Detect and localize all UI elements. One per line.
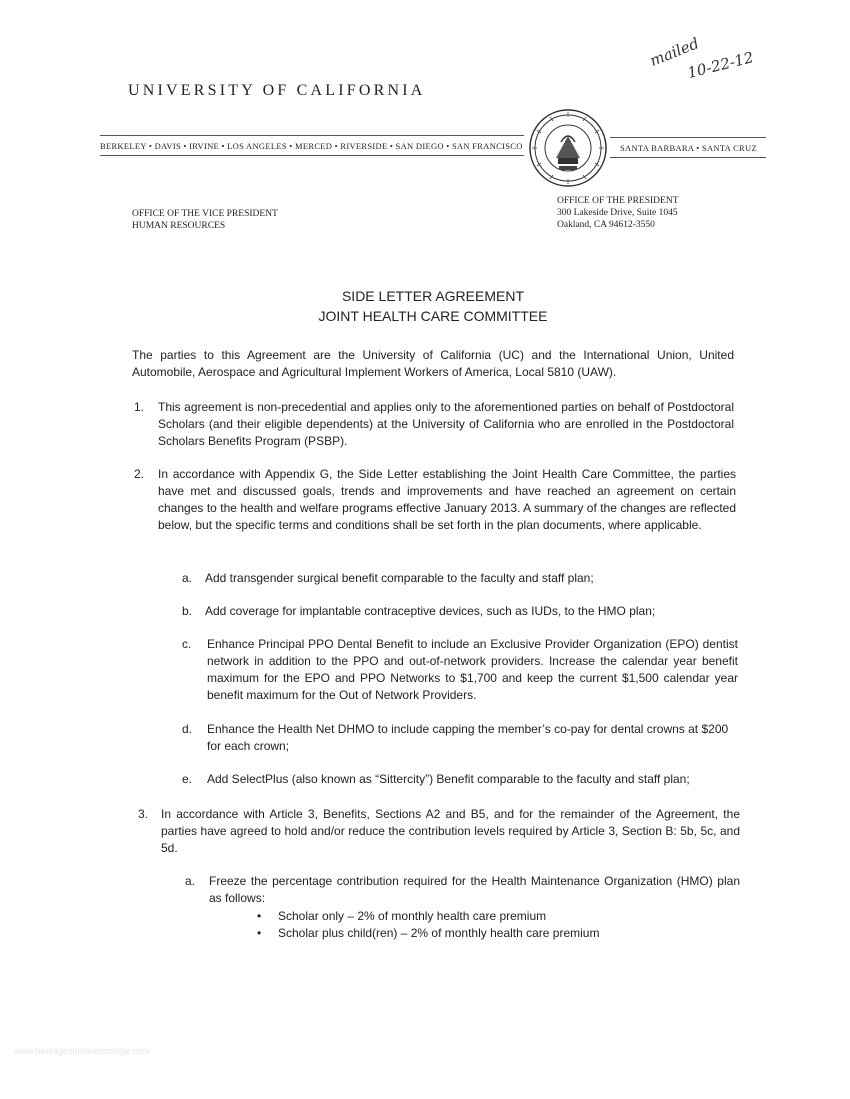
sub-item-text: Enhance the Health Net DHMO to include capping the member’s co-pay for dental crowns at $200 for each crown; xyxy=(207,722,729,753)
sub-item-letter: e. xyxy=(182,772,193,786)
bullet-dot-icon: • xyxy=(257,926,262,940)
campus-list-left: BERKELEY • DAVIS • IRVINE • LOS ANGELES • MERCED • RIVERSIDE • SAN DIEGO • SAN FRANCISCO xyxy=(100,141,523,151)
sub-item-letter: a. xyxy=(182,571,193,585)
bullet-text: Scholar plus child(ren) – 2% of monthly health care premium xyxy=(278,926,600,940)
office-president-line: OFFICE OF THE PRESIDENT xyxy=(557,196,679,206)
letterhead-rule-top-left xyxy=(100,135,524,136)
handwritten-date: 10-22-12 xyxy=(685,48,756,82)
sub-item-letter: d. xyxy=(182,722,193,736)
intro-paragraph: The parties to this Agreement are the University of California (UC) and the International Union, United Automobile, Aerospace and Agricultural Implement Workers of America, Local 5810 (UAW). xyxy=(132,348,734,379)
sub-item-text: Add SelectPlus (also known as “Sittercity”) Benefit comparable to the faculty and staff plan; xyxy=(207,772,690,786)
letterhead-rule-top-right xyxy=(610,137,766,138)
item-number: 2. xyxy=(134,467,145,481)
item-number: 1. xyxy=(134,400,145,414)
university-name: UNIVERSITY OF CALIFORNIA xyxy=(128,82,426,99)
item-text: In accordance with Article 3, Benefits, Sections A2 and B5, and for the remainder of the Agreement, the parties have agreed to hold and/or reduce the contribution levels required by Article 3, Section B: 5b, 5c, and 5d. xyxy=(161,807,740,855)
office-president-line: 300 Lakeside Drive, Suite 1045 xyxy=(557,208,678,218)
office-vice-president-block xyxy=(132,208,278,232)
item-text: This agreement is non-precedential and applies only to the aforementioned parties on behalf of Postdoctoral Scholars (and their eligible dependents) at the University of California who are enrolled in the Postdoctoral Scholars Benefits Program (PSBP). xyxy=(158,400,734,448)
sub-item-text: Freeze the percentage contribution required for the Health Maintenance Organization (HMO) plan as follows: xyxy=(209,874,740,905)
bullet-dot-icon: • xyxy=(257,909,262,923)
sub-item-text: Add coverage for implantable contraceptive devices, such as IUDs, to the HMO plan; xyxy=(205,604,656,618)
sub-item-text: Enhance Principal PPO Dental Benefit to include an Exclusive Provider Organization (EPO) dentist network in addition to the PPO and out-of-network providers. Increase the calendar year benefit maximum for the EPO and PPO Networks to $1,700 and keep the current $1,500 calendar year benefit maximum for the Out of Network Providers. xyxy=(207,637,738,702)
office-vp-line: OFFICE OF THE VICE PRESIDENT xyxy=(132,209,278,219)
handwritten-mailed-note xyxy=(647,34,792,90)
office-vp-line: HUMAN RESOURCES xyxy=(132,221,226,231)
letterhead-rule-bottom-right xyxy=(610,157,766,158)
sub-item-text: Add transgender surgical benefit comparable to the faculty and staff plan; xyxy=(205,571,594,585)
office-president-line: Oakland, CA 94612-3550 xyxy=(557,220,655,230)
contribution-bullet-list xyxy=(255,908,599,942)
office-president-address xyxy=(557,195,679,231)
bullet-item xyxy=(255,925,599,942)
sub-item-letter: c. xyxy=(182,637,192,651)
handwritten-word: mailed xyxy=(647,34,702,70)
bullet-text: Scholar only – 2% of monthly health care premium xyxy=(278,909,547,923)
bullet-item xyxy=(255,908,599,925)
item-text: In accordance with Appendix G, the Side Letter establishing the Joint Health Care Committee, the parties have met and discussed goals, trends and improvements and have reached an agreement on certain changes to the health and welfare programs effective January 2013. A summary of the changes are reflected below, but the specific terms and conditions shall be set forth in the plan documents, where applicable. xyxy=(158,467,736,532)
document-title-line-1: SIDE LETTER AGREEMENT xyxy=(341,288,525,304)
document-title xyxy=(0,286,850,326)
university-seal-logo xyxy=(528,108,608,188)
watermark-text: www.heritagechristiancollege.com xyxy=(14,1046,150,1056)
item-number: 3. xyxy=(138,807,149,821)
sub-item-letter: b. xyxy=(182,604,193,618)
letterhead-rule-bottom-left xyxy=(100,155,524,156)
sub-item-letter: a. xyxy=(185,874,196,888)
campus-list-right: SANTA BARBARA • SANTA CRUZ xyxy=(620,143,757,153)
document-title-line-2: JOINT HEALTH CARE COMMITTEE xyxy=(318,308,548,324)
